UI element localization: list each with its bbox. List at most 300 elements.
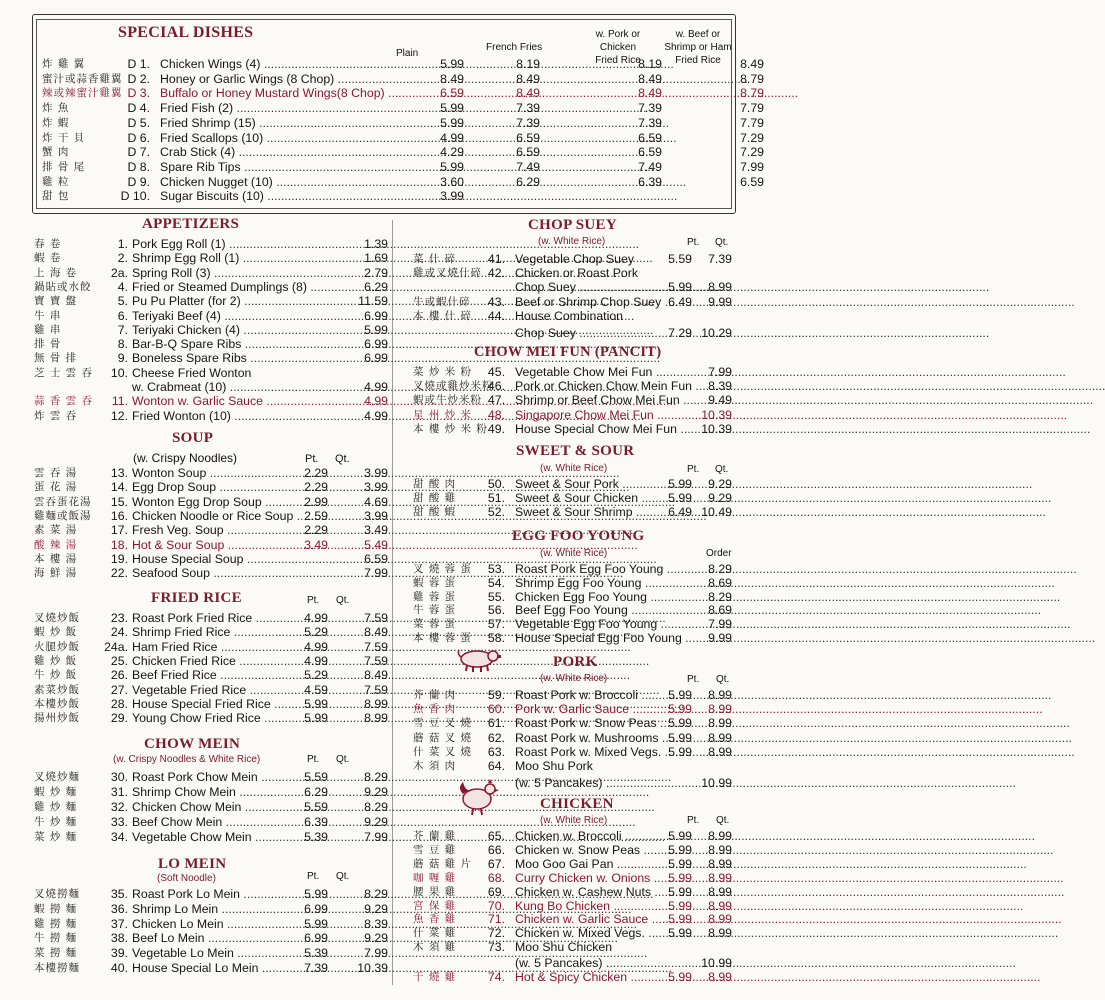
item-price: 8.49	[364, 625, 388, 640]
item-name: Spring Roll (3) .....	[132, 266, 350, 280]
item-name: Pu Pu Platter (for 2) .....	[132, 294, 350, 308]
item-price: 9.29	[364, 815, 388, 829]
item-price: 5.99	[304, 916, 328, 931]
egg-foo-young-row	[413, 590, 743, 604]
chicken-row	[413, 926, 743, 940]
item-price: 6.59	[740, 174, 764, 189]
special-dish-row	[42, 159, 764, 174]
item-price: 2.29	[304, 480, 328, 495]
chinese-name: 雞 蓉 蛋	[413, 590, 457, 603]
item-price: 8.99	[708, 926, 732, 941]
item-number: 13.	[110, 466, 128, 480]
item-number: D 5.	[127, 115, 150, 130]
fried-rice-row	[34, 653, 388, 668]
chinese-name: 雞麵或飯湯	[34, 509, 92, 522]
item-price: 8.49	[740, 57, 764, 71]
item-price: 11.59	[358, 294, 388, 309]
soup-row	[34, 480, 388, 495]
chinese-name: 甜 酸 肉	[413, 478, 457, 490]
item-price: 6.39	[304, 815, 328, 829]
item-name: Roast Pork w. Mixed Vegs. .....	[515, 745, 675, 759]
item-price: 8.39	[364, 916, 388, 931]
chinese-name: 炸 雲 吞	[34, 409, 78, 422]
chinese-name: 鍋貼或水餃	[34, 280, 92, 293]
item-number: 5.	[117, 294, 128, 309]
chow-mei-fun-row	[413, 422, 743, 436]
appetizer-row	[34, 237, 388, 251]
appetizer-row	[34, 351, 388, 366]
item-price: 7.39	[638, 101, 662, 116]
item-price: 5.59	[304, 800, 328, 814]
item-price: 10.49	[701, 505, 732, 520]
item-name: Vegetable Chow Mein .....	[132, 830, 292, 844]
item-name: Chicken Chow Mein .....	[132, 800, 292, 814]
fried-rice-row	[34, 711, 388, 726]
chinese-name: 雪 豆 叉 燒	[413, 717, 473, 730]
item-price: 3.99	[364, 466, 388, 480]
chinese-name: 炸 干 貝	[42, 131, 86, 144]
special-dish-row	[42, 86, 764, 101]
item-number: 70.	[487, 898, 505, 913]
item-number: D 2.	[127, 71, 150, 86]
item-price: 5.99	[668, 870, 692, 885]
chinese-name: 星 州 炒 米	[413, 408, 473, 421]
soup-row	[34, 537, 388, 552]
item-price: 8.79	[740, 71, 764, 86]
item-number: 11.	[111, 394, 128, 409]
item-price: 7.99	[364, 566, 388, 581]
egg-foo-young-row	[413, 562, 743, 576]
item-number: 12.	[110, 408, 128, 423]
item-price: 7.29	[740, 130, 764, 145]
item-name: Beef Fried Rice .....	[132, 668, 292, 682]
item-price: 6.49	[668, 505, 692, 520]
item-name: Chicken Fried Rice .....	[132, 654, 292, 668]
item-price: 1.69	[364, 251, 388, 266]
item-name: Hot & Spicy Chicken .....	[515, 970, 675, 984]
sweet-sour-pt-header: Pt.	[687, 464, 700, 475]
chow-mei-fun-row	[413, 408, 743, 422]
item-number: 53.	[487, 562, 505, 576]
chinese-name: 蝦 炒 飯	[34, 626, 78, 639]
item-number: 47.	[487, 393, 505, 408]
item-price: 2.29	[304, 466, 328, 480]
item-name: Fried or Steamed Dumplings (8) .....	[132, 280, 350, 294]
item-number: 14.	[110, 480, 128, 495]
soup-note: (w. Crispy Noodles)	[133, 451, 238, 465]
item-price: 8.99	[708, 870, 732, 885]
special-header-beef-shrimp-rice: w. Beef or Shrimp or Ham Fried Rice	[664, 29, 732, 66]
item-name: Chicken Nugget (10) .....	[160, 175, 438, 189]
chinese-name: 牛 撈 麵	[34, 932, 78, 945]
item-price: 3.99	[364, 508, 388, 523]
item-number: 29.	[110, 711, 128, 726]
chicken-pt-header: Pt.	[687, 815, 700, 826]
item-price: 6.99	[304, 901, 328, 916]
chinese-name: 什 菜 雞	[413, 927, 457, 940]
chinese-name: 叉燒撈麵	[34, 888, 80, 900]
fried-rice-row	[34, 611, 388, 625]
egg-foo-young-title: EGG FOO YOUNG	[512, 528, 645, 544]
item-number: D 6.	[127, 130, 150, 145]
item-name: Bar-B-Q Spare Ribs .....	[132, 337, 350, 351]
item-price: 2.59	[304, 508, 328, 523]
item-name: Chicken Noodle or Rice Soup .....	[132, 509, 292, 523]
soup-qt-header: Qt.	[335, 453, 350, 465]
item-price: 6.99	[304, 931, 328, 946]
item-price: 8.29	[708, 562, 732, 576]
item-price: 3.99	[364, 480, 388, 495]
item-name: Roast Pork Lo Mein .....	[132, 887, 292, 901]
item-price: 5.99	[668, 898, 692, 913]
item-price: 10.39	[357, 961, 388, 975]
chinese-name: 素 菜 湯	[34, 524, 78, 537]
chinese-name: 蝦或牛炒米粉	[413, 394, 482, 407]
item-name: House Special Egg Foo Young .....	[515, 631, 715, 645]
item-price: 5.99	[304, 711, 328, 726]
item-price: 7.79	[740, 115, 764, 130]
chicken-title: CHICKEN	[540, 796, 614, 812]
item-name: House Special Soup .....	[132, 552, 292, 566]
chinese-name: 揚州炒飯	[34, 712, 80, 725]
chinese-name: 本 樓 蓉 蛋	[413, 632, 473, 644]
sweet-sour-row	[413, 491, 743, 505]
item-price: 7.39	[516, 101, 540, 116]
lo-mein-qt-header: Qt.	[336, 871, 350, 882]
chinese-name: 牛 炒 麵	[34, 816, 78, 828]
item-price: 8.99	[708, 829, 732, 843]
item-name: Fried Wonton (10) .....	[132, 409, 350, 423]
chinese-name: 宮 保 雞	[413, 899, 457, 912]
item-price: 7.99	[364, 830, 388, 844]
item-number: 67.	[487, 856, 505, 871]
item-price: 8.99	[708, 898, 732, 913]
item-number: 6.	[117, 308, 128, 323]
item-number: 39.	[110, 946, 128, 961]
chinese-name: 菜 炒 麵	[34, 831, 78, 843]
item-number: 9.	[117, 351, 128, 366]
item-number: 74.	[487, 970, 505, 984]
chinese-name: 芝 士 雲 吞	[34, 366, 94, 379]
soup-row	[34, 566, 388, 581]
item-price: 7.49	[638, 159, 662, 174]
item-name: Fried Fish (2) .....	[160, 101, 438, 115]
chinese-name: 排 骨	[34, 338, 62, 351]
pork-row	[413, 716, 743, 730]
item-price: 5.99	[668, 716, 692, 731]
chinese-name: 本 樓 湯	[34, 552, 78, 565]
appetizer-row	[34, 294, 388, 309]
pork-row	[413, 745, 743, 759]
item-name: Chicken w. Cashew Nuts .....	[515, 885, 675, 899]
chop-suey-row	[413, 295, 743, 309]
item-number: 41.	[487, 252, 505, 266]
chow-mei-fun-row	[413, 365, 743, 379]
item-number: 48.	[487, 407, 505, 422]
lo-mein-row	[34, 901, 388, 916]
chinese-name: 雞 炒 麵	[34, 801, 78, 813]
item-price: 5.29	[304, 668, 328, 683]
item-price: 7.99	[708, 365, 732, 379]
item-number: 63.	[487, 744, 505, 759]
item-name: Chicken w. Garlic Sauce .....	[515, 912, 675, 926]
item-number: D 8.	[127, 159, 150, 174]
fried-rice-pt-header: Pt.	[307, 595, 320, 606]
chinese-name: 蝦 卷	[34, 252, 62, 265]
chinese-name: 雞 炒 飯	[34, 654, 78, 667]
item-price: 7.99	[708, 617, 732, 632]
item-price: 5.99	[668, 477, 692, 491]
item-price: 5.99	[668, 744, 692, 759]
chow-mein-title: CHOW MEIN	[144, 736, 241, 752]
chow-mei-fun-row	[413, 393, 743, 407]
item-number: 65.	[487, 829, 505, 843]
item-price: 10.39	[701, 421, 732, 436]
item-number: 54.	[487, 575, 505, 590]
chop-suey-qt-header: Qt.	[715, 237, 729, 248]
item-name: Chicken or Roast Pork	[515, 266, 639, 281]
sweet-sour-qt-header: Qt.	[715, 464, 729, 475]
chicken-row	[413, 857, 743, 871]
item-name: Beef Egg Foo Young .....	[515, 603, 715, 617]
item-number: D 7.	[127, 145, 150, 160]
chinese-name: 無 骨 排	[34, 352, 78, 365]
chicken-row	[413, 899, 743, 913]
chicken-row	[413, 829, 743, 843]
chop-suey-note: (w. White Rice)	[538, 236, 606, 247]
item-name: Shrimp Chow Mein .....	[132, 785, 292, 799]
chinese-name: 炸 魚	[42, 102, 70, 115]
item-name: Roast Pork w. Mushrooms .....	[515, 731, 675, 745]
pork-row	[413, 702, 743, 716]
item-number: 73.	[487, 940, 505, 955]
special-header-fries: French Fries	[486, 42, 543, 53]
chinese-name: 蒜 香 雲 吞	[34, 395, 94, 408]
item-number: D 4.	[127, 101, 150, 116]
chinese-name: 牛 蓉 蛋	[413, 604, 457, 617]
item-price: 2.99	[304, 494, 328, 509]
item-number: 24.	[110, 625, 128, 640]
chinese-name: 酸 辣 湯	[34, 538, 78, 551]
item-price: 9.99	[708, 631, 732, 645]
item-name: Moo Shu Pork	[515, 759, 593, 773]
soup-row	[34, 551, 388, 566]
item-price: 2.29	[304, 523, 328, 538]
item-name: Chicken w. Broccoli .....	[515, 829, 675, 843]
egg-foo-young-note: (w. White Rice)	[540, 548, 608, 559]
chinese-name: 雞或叉燒什碎	[413, 267, 482, 280]
sweet-sour-title: SWEET & SOUR	[516, 443, 635, 459]
item-name: Teriyaki Chicken (4) .....	[132, 323, 350, 337]
chow-mein-row	[34, 785, 388, 799]
item-number: D 9.	[127, 174, 150, 189]
item-price: 5.99	[668, 730, 692, 745]
item-price: 5.39	[304, 946, 328, 961]
egg-foo-young-row	[413, 617, 743, 631]
item-name: Vegetable Chow Mei Fun .....	[515, 365, 715, 379]
soup-row	[34, 494, 388, 509]
item-name: Curry Chicken w. Onions .....	[515, 871, 675, 885]
chinese-name: 蘑 菇 雞 片	[413, 857, 473, 870]
item-name: Sweet & Sour Pork .....	[515, 477, 675, 491]
item-number: 45.	[487, 365, 505, 379]
item-name: Roast Pork w. Snow Peas .....	[515, 716, 675, 730]
item-name: Wonton w. Garlic Sauce .....	[132, 394, 350, 408]
item-price: 6.29	[516, 174, 540, 189]
item-price: 5.29	[304, 625, 328, 640]
chicken-row	[413, 885, 743, 899]
lo-mein-row	[34, 961, 388, 975]
item-price: 2.79	[364, 265, 388, 280]
chicken-row	[413, 871, 743, 885]
item-price: 7.59	[364, 682, 388, 697]
item-price: 5.99	[668, 491, 692, 506]
chow-mein-row	[34, 770, 388, 784]
item-number: 30.	[110, 770, 128, 784]
item-name: Kung Bo Chicken .....	[515, 899, 675, 913]
item-price: 8.99	[708, 688, 732, 702]
item-price: 4.59	[304, 682, 328, 697]
item-price: 5.99	[668, 884, 692, 899]
item-number: 18.	[110, 537, 128, 552]
item-price: 8.19	[638, 57, 662, 71]
item-price: 7.29	[668, 326, 692, 340]
item-price: 9.29	[708, 477, 732, 491]
item-name: House Special Lo Mein .....	[132, 961, 292, 975]
chinese-name: 菜 蓉 蛋	[413, 618, 457, 631]
item-number: 33.	[110, 815, 128, 829]
item-number: 49.	[487, 421, 505, 436]
chinese-name: 咖 喱 雞	[413, 871, 457, 884]
item-name: Pork w. Garlic Sauce .....	[515, 702, 675, 716]
chinese-name: 蝦 撈 麵	[34, 902, 78, 915]
item-name: Hot & Sour Soup .....	[132, 538, 292, 552]
chinese-name: 魚 香 肉	[413, 703, 457, 716]
chinese-name: 本樓撈麵	[34, 962, 80, 974]
item-number: 55.	[487, 589, 505, 604]
chinese-name: 魚 香 雞	[413, 913, 457, 926]
pork-row	[413, 688, 743, 702]
item-name: Roast Pork Chow Mein .....	[132, 770, 292, 784]
lo-mein-row	[34, 931, 388, 946]
item-name: Chicken Lo Mein .....	[132, 917, 292, 931]
item-name: Vegetable Chop Suey	[515, 252, 634, 266]
chinese-name: 雞 串	[34, 323, 62, 336]
item-number: 42.	[487, 266, 505, 281]
item-price: 8.29	[708, 589, 732, 604]
chinese-name: 叉燒炒飯	[34, 612, 80, 624]
item-price: 8.99	[708, 702, 732, 717]
lo-mein-row	[34, 916, 388, 931]
chinese-name: 菜 撈 麵	[34, 947, 78, 960]
item-price: 7.79	[740, 101, 764, 116]
item-price: 6.59	[440, 86, 464, 101]
item-number: 27.	[110, 682, 128, 697]
fried-rice-row	[34, 668, 388, 683]
item-name: Fried Shrimp (15) .....	[160, 116, 438, 130]
item-price: 5.49	[364, 537, 388, 552]
chow-mein-qt-header: Qt.	[336, 754, 350, 765]
item-number: 40.	[110, 961, 128, 975]
item-number: 19.	[110, 551, 128, 566]
chinese-name: 芥 蘭 雞	[413, 830, 457, 842]
item-name: Moo Shu Chicken	[515, 940, 613, 955]
item-name: Chicken Wings (4) .....	[160, 57, 438, 71]
item-name: (w. 5 Pancakes) .....	[515, 776, 675, 790]
item-price: 5.99	[668, 688, 692, 702]
item-price: 9.29	[364, 931, 388, 946]
item-price: 8.29	[364, 887, 388, 901]
item-name: Wonton Soup .....	[132, 466, 292, 480]
item-number: 43.	[487, 294, 505, 309]
pork-note: (w. White Rice)	[540, 673, 608, 684]
item-name: Roast Pork Fried Rice .....	[132, 611, 292, 625]
chinese-name: 炸 蝦	[42, 116, 70, 129]
item-price: 5.99	[668, 856, 692, 871]
chinese-name: 什 菜 叉 燒	[413, 745, 473, 758]
item-price: 8.99	[708, 280, 732, 295]
item-price: 8.49	[638, 71, 662, 86]
item-price: 7.59	[364, 653, 388, 668]
sweet-sour-row	[413, 477, 743, 491]
chinese-name: 蝦 炒 麵	[34, 786, 78, 798]
item-name: Wonton Egg Drop Soup .....	[132, 495, 292, 509]
item-price: 5.99	[440, 57, 464, 71]
item-number: 68.	[487, 870, 505, 885]
item-price: 7.39	[708, 252, 732, 266]
chow-mein-row	[34, 800, 388, 814]
chow-mei-fun-row	[413, 379, 743, 393]
item-name: Chicken w. Mixed Vegs. .....	[515, 926, 675, 940]
item-price: 5.99	[668, 702, 692, 717]
item-price: 5.99	[668, 970, 692, 984]
item-number: 36.	[110, 901, 128, 916]
chinese-name: 蝦 蓉 蛋	[413, 576, 457, 589]
item-price: 9.29	[364, 785, 388, 799]
chicken-row	[413, 970, 743, 984]
item-price: 1.39	[364, 237, 388, 251]
item-price: 6.99	[364, 337, 388, 352]
item-number: 31.	[110, 785, 128, 799]
item-price: 5.99	[440, 101, 464, 116]
special-dish-row	[42, 189, 732, 203]
chinese-name: 叉燒或雞炒米粉	[413, 380, 494, 393]
chinese-name: 火腿炒飯	[34, 640, 80, 653]
item-name: Vegetable Egg Foo Young .....	[515, 617, 715, 631]
item-number: 44.	[487, 308, 505, 323]
item-price: 8.39	[708, 379, 732, 394]
item-number: 23.	[110, 611, 128, 625]
item-price: 8.99	[708, 912, 732, 927]
item-name: Honey or Garlic Wings (8 Chop) .....	[160, 72, 438, 86]
item-price: 6.59	[516, 130, 540, 145]
appetizer-row	[34, 322, 388, 337]
item-price: 5.59	[668, 252, 692, 266]
item-price: 9.49	[708, 393, 732, 408]
chinese-name: 本 樓 什 碎	[413, 309, 473, 322]
item-name: Egg Drop Soup .....	[132, 480, 292, 494]
item-price: 4.99	[364, 394, 388, 409]
chicken-row	[413, 843, 743, 857]
item-number: 28.	[110, 696, 128, 711]
item-price: 10.29	[701, 326, 732, 340]
chinese-name: 雲吞蛋花湯	[34, 495, 92, 508]
item-price: 5.99	[668, 842, 692, 857]
item-price: 6.59	[364, 551, 388, 566]
item-price: 8.79	[740, 86, 764, 101]
chicken-row	[413, 956, 743, 970]
chop-suey-row	[413, 326, 743, 340]
